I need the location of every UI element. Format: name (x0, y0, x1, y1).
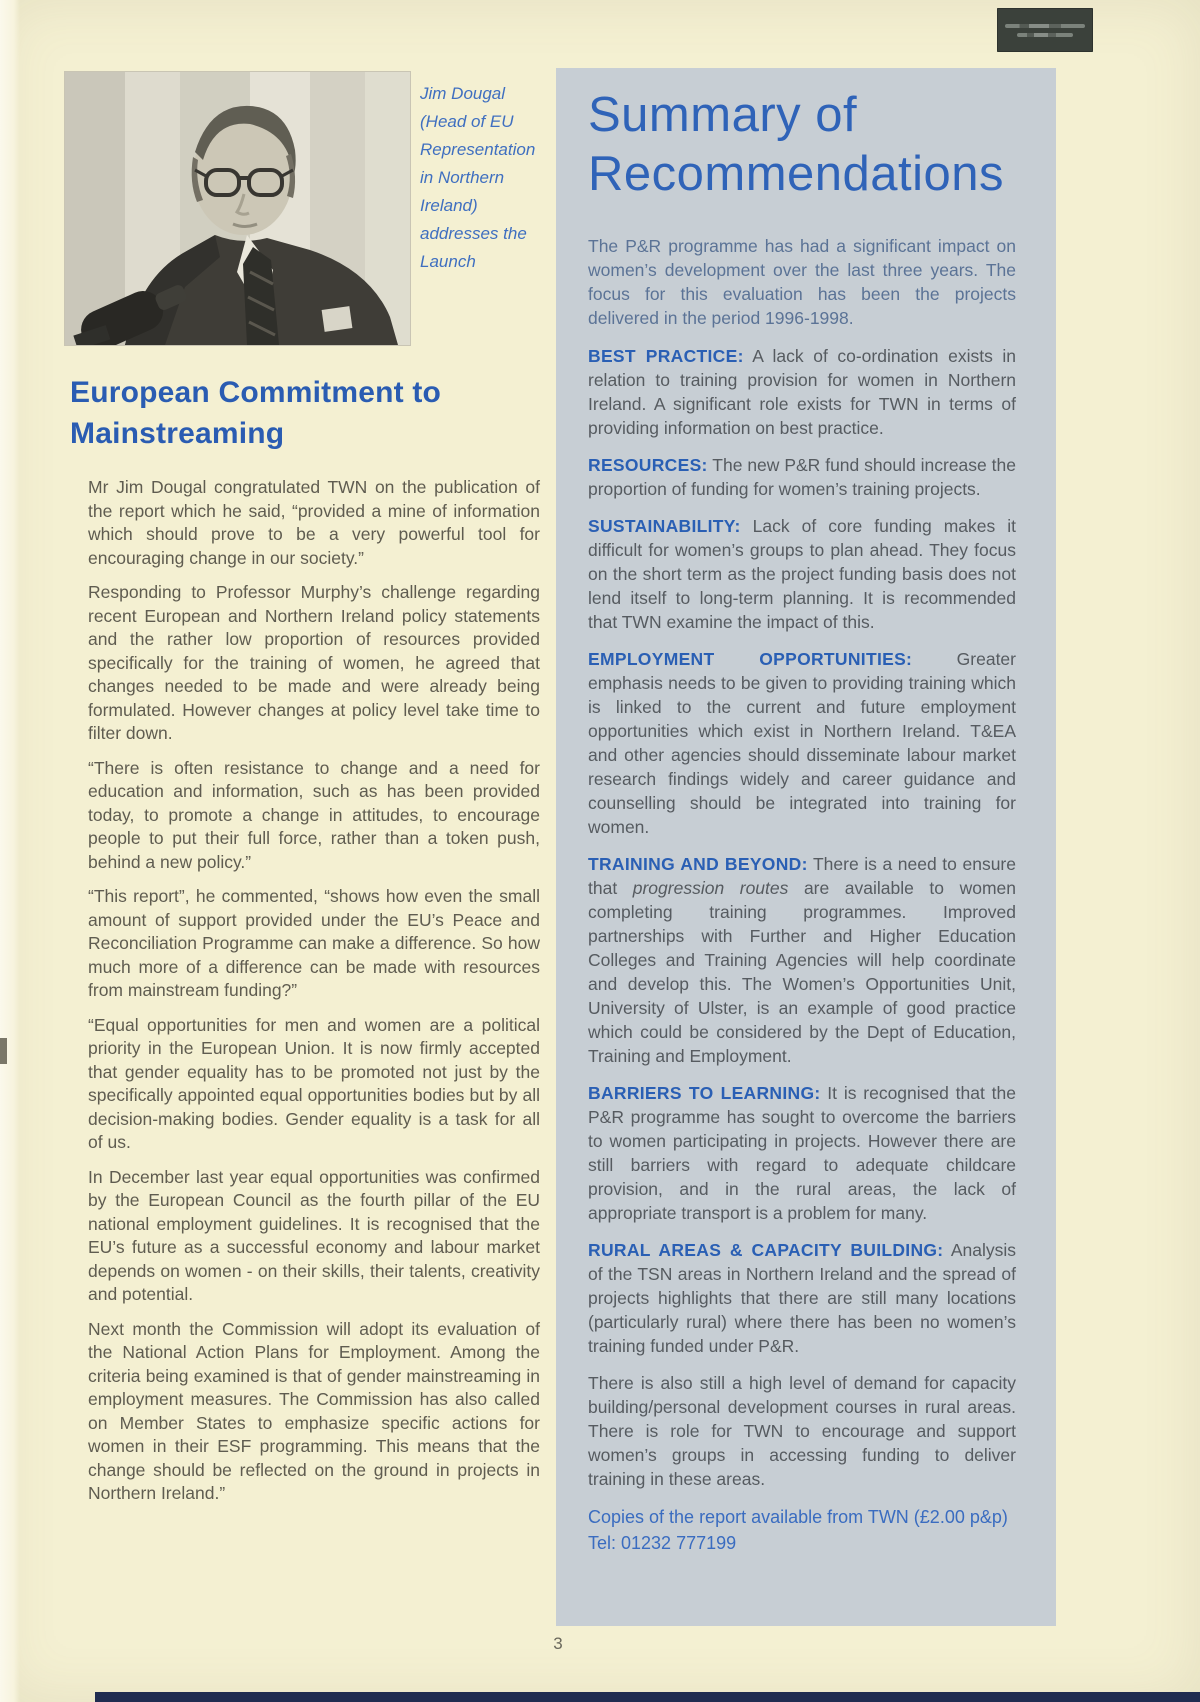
section-text: Greater emphasis needs to be given to providing training which is linked to the current and future employment opportunities which exist in Northern Ireland. T&EA and other agencies should disseminate labour market research findings widely and career guidance and counselling should be integrated into training for women. (588, 649, 1016, 837)
speaker-photo-illustration (65, 72, 410, 345)
masthead-logo (997, 8, 1093, 52)
recommendation-rural-areas (588, 1238, 1016, 1358)
summary-panel (556, 68, 1056, 1626)
section-text: The new P&R fund should increase the proportion of funding for women’s training projects. (588, 455, 1016, 499)
section-label: SUSTAINABILITY: (588, 516, 741, 536)
recommendation-resources (588, 453, 1016, 501)
section-text: There is a need to ensure that (588, 854, 1016, 898)
section-text: Analysis of the TSN areas in Northern Ireland and the spread of projects highlights that there are still many locations (particularly rural) where there has been no women’s training funded under P&R. (588, 1240, 1016, 1356)
article-paragraph: Next month the Commission will adopt its evaluation of the National Action Plans for Employment. Among the criteria being examined is that of gender mainstreaming in employment measures. The Commission has also called on Member States to emphasize specific actions for women in their ESF programming. This means that the change should be reflected on the ground in projects in Northern Ireland.” (88, 1318, 540, 1503)
section-label: TRAINING AND BEYOND: (588, 854, 808, 874)
recommendation-employment-opportunities (588, 647, 1016, 839)
article-body (88, 476, 540, 1517)
section-label: RURAL AREAS & CAPACITY BUILDING: (588, 1240, 944, 1260)
logo-text-line-decoration (1017, 33, 1073, 37)
report-availability-line: Copies of the report available from TWN (£2.00 p&p) (588, 1507, 1008, 1527)
rural-areas-extra-paragraph: There is also still a high level of demand for capacity building/personal development courses in rural areas. There is role for TWN to encourage and support women’s groups in accessing funding to deliver training in these areas. (588, 1373, 1016, 1489)
article-paragraph: Mr Jim Dougal congratulated TWN on the publication of the report which he said, “provided a mine of information which should prove to be a very powerful tool for encouraging change in our society.” (88, 477, 540, 568)
recommendation-sustainability (588, 514, 1016, 634)
page-number: 3 (553, 1634, 563, 1653)
recommendation-barriers-to-learning (588, 1081, 1016, 1225)
section-label: BARRIERS TO LEARNING: (588, 1083, 821, 1103)
section-text: Lack of core funding makes it difficult for women’s groups to plan ahead. They focus on the short term as the project funding basis does not lend itself to long-term planning. It is recommended that TWN examine the impact of this. (588, 516, 1016, 632)
article-paragraph: Responding to Professor Murphy’s challenge regarding recent European and Northern Ireland policy statements and the rather low proportion of resources provided specifically for the training of women, he agreed that changes needed to be made and were already being formulated. However changes at policy level take time to filter down. (88, 582, 540, 743)
section-label: EMPLOYMENT OPPORTUNITIES: (588, 649, 913, 669)
article-title: European Commitment to Mainstreaming (70, 376, 442, 450)
section-text-italic: progression routes (632, 878, 789, 898)
section-text: It is recognised that the P&R programme has sought to overcome the barriers to women participating in projects. However there are still barriers with regard to adequate childcare provision, and in the rural areas, the lack of appropriate transport is a problem for many. (588, 1083, 1016, 1223)
scan-artifact-tick (0, 1038, 7, 1064)
section-label: RESOURCES: (588, 455, 708, 475)
section-text: are available to women completing training programmes. Improved partnerships with Further and Higher Education Colleges and Training Agencies will help coordinate and develop this. The Women’s Opportunities Unit, University of Ulster, is an example of good practice which could be considered by the Dept of Education, Training and Employment. (588, 878, 1016, 1066)
summary-title: Summary of Recommendations (588, 88, 1005, 201)
article-paragraph: “Equal opportunities for men and women are a political priority in the European Union. It is now firmly accepted that gender equality has to be promoted not just by the specifically appointed equal opportunities bodies but by all decision-making bodies. Gender equality is a task for all of us. (88, 1014, 540, 1152)
recommendation-best-practice (588, 344, 1016, 440)
recommendation-training-and-beyond (588, 852, 1016, 1068)
report-phone-line: Tel: 01232 777199 (588, 1533, 737, 1553)
article-paragraph: “This report”, he commented, “shows how even the small amount of support provided under the EU’s Peace and Reconciliation Programme can make a difference. So how much more of a difference can be made with resources from mainstream funding?” (88, 886, 540, 1000)
article-paragraph: In December last year equal opportunities was confirmed by the European Council as the fourth pillar of the EU national employment guidelines. It is recognised that the EU’s future as a successful economy and labour market depends on women - on their skills, their talents, creativity and potential. (88, 1166, 540, 1304)
report-contact (588, 1504, 1016, 1556)
page-edge-highlight (0, 0, 20, 1702)
section-text: A lack of co-ordination exists in relation to training provision for women in Northern Ireland. A significant role exists for TWN in terms of providing information on best practice. (588, 346, 1016, 438)
bottom-bar-decoration (95, 1692, 1200, 1702)
summary-intro: The P&R programme has had a significant impact on women’s development over the last three years. The focus for this evaluation has been the projects delivered in the period 1996-1998. (588, 236, 1016, 328)
article-paragraph: “There is often resistance to change and a need for education and information, such as has been provided today, to promote a change in attitudes, to encourage people to put their full force, rather than a token push, behind a new policy.” (88, 757, 540, 872)
section-label: BEST PRACTICE: (588, 346, 744, 366)
logo-text-line-decoration (1005, 24, 1085, 28)
jim-dougal-photo (65, 72, 410, 345)
photo-caption: Jim Dougal (Head of EU Representation in Northern Ireland) addresses the Launch (420, 84, 536, 271)
